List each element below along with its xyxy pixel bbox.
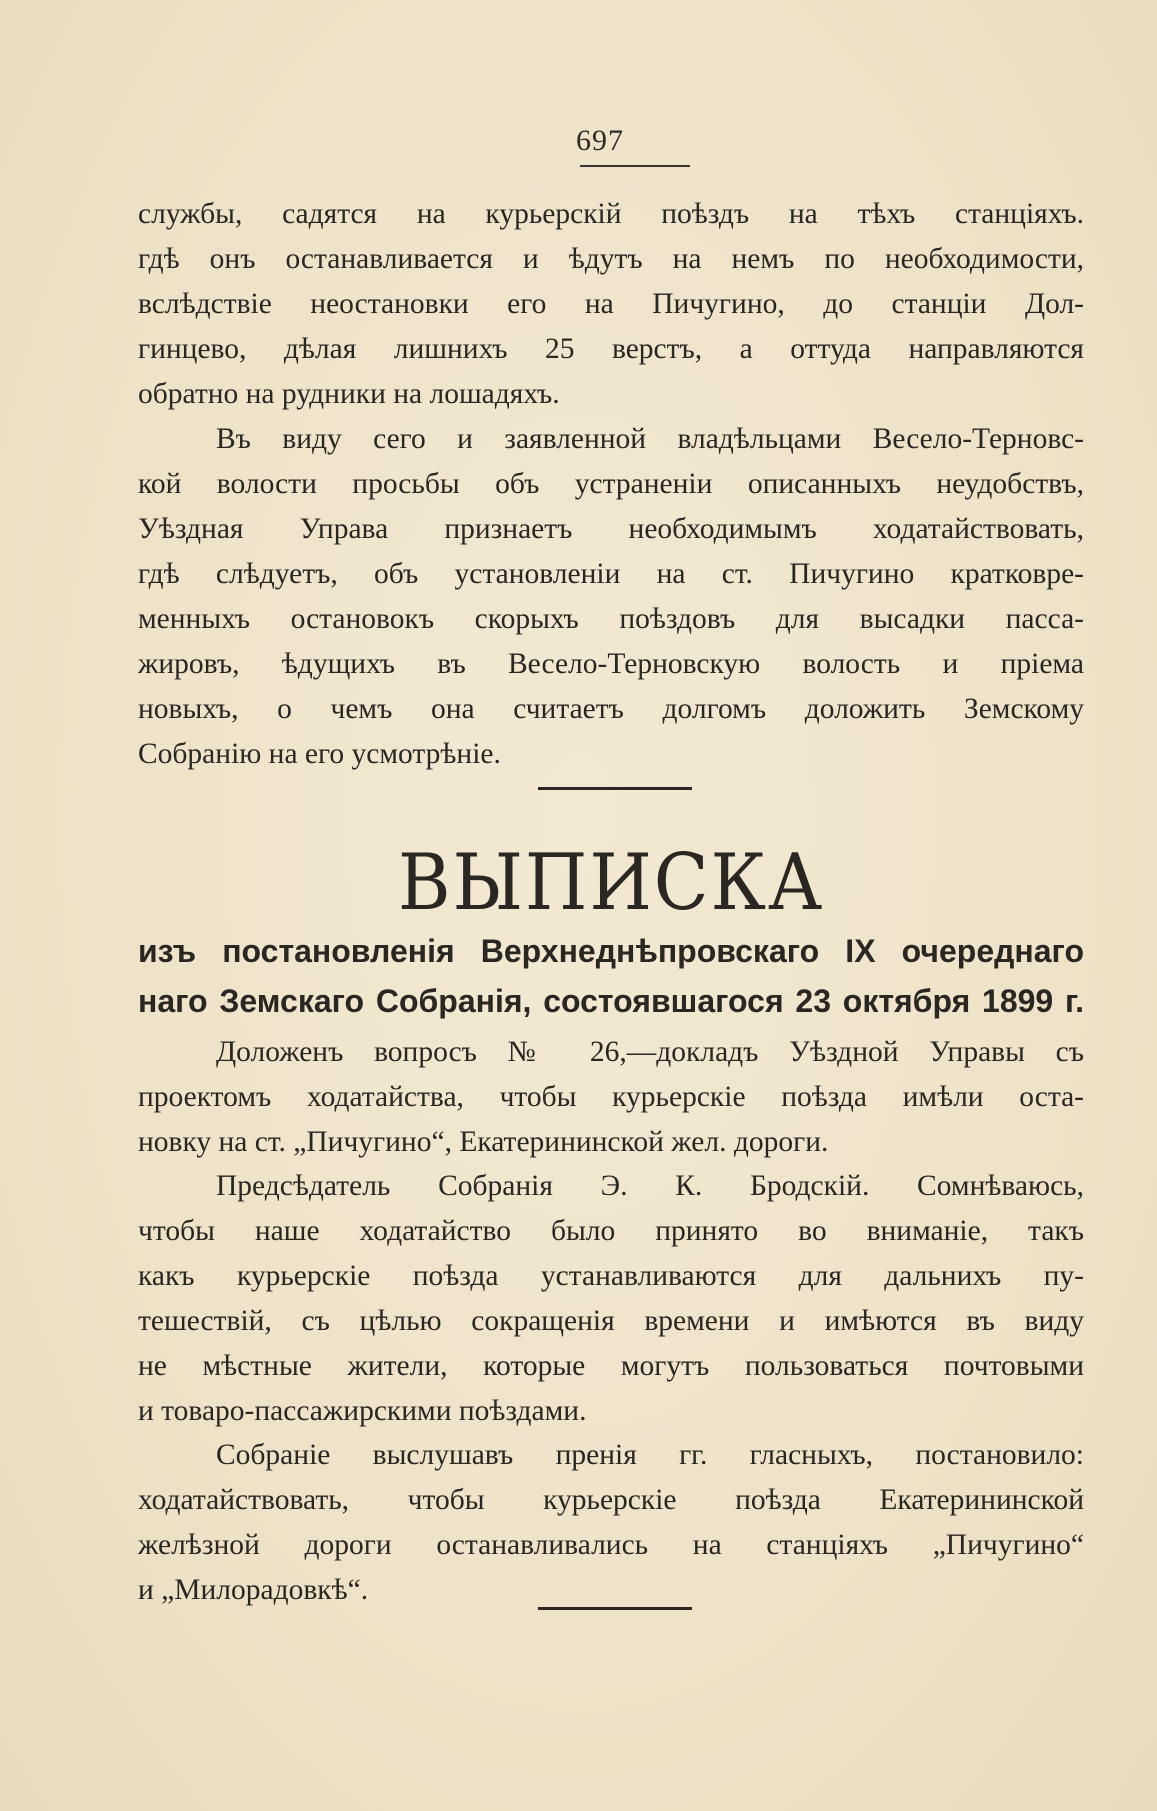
text-line: и товаро-пассажирскими поѣздами. xyxy=(138,1395,587,1427)
text-line: чтобы наше ходатайство было принято во вниманіе, такъ xyxy=(138,1215,1084,1247)
paragraph-continuation xyxy=(138,192,1084,417)
text-line: гдѣ онъ останавливается и ѣдутъ на немъ по необходимости, xyxy=(138,243,1084,275)
text-line: и „Милорадовкѣ“. xyxy=(138,1574,369,1606)
text-line: Въ виду сего и заявленной владѣльцами Весело-Терновс- xyxy=(216,423,1084,455)
paragraph-report xyxy=(138,1030,1084,1165)
section-divider xyxy=(538,787,692,790)
text-line: тешествій, съ цѣлью сокращенія времени и имѣются въ виду xyxy=(138,1305,1084,1337)
text-line: не мѣстные жители, которые могутъ пользоваться почтовыми xyxy=(138,1350,1084,1382)
text-line: какъ курьерскіе поѣзда устанавливаются для дальнихъ пу- xyxy=(138,1260,1084,1292)
page-number: 697 xyxy=(576,124,624,157)
text-line: проектомъ ходатайства, чтобы курьерскіе поѣзда имѣли оста- xyxy=(138,1081,1084,1113)
subheading-line: наго Земскаго Собранія, состоявшагося 23 октября 1899 г. xyxy=(138,983,1084,1019)
text-line: Собранію на его усмотрѣніе. xyxy=(138,738,501,770)
page-number-underline xyxy=(580,165,690,167)
text-line: новыхъ, о чемъ она считаетъ долгомъ доложить Земскому xyxy=(138,693,1084,725)
text-line: службы, садятся на курьерскій поѣздъ на тѣхъ станціяхъ. xyxy=(138,198,1084,230)
text-line: новку на ст. „Пичугино“, Екатерининской жел. дороги. xyxy=(138,1126,829,1158)
subheading-line: изъ постановленія Верхнеднѣпровскаго IX очереднаго xyxy=(138,933,1084,969)
text-line: желѣзной дороги останавливались на станціяхъ „Пичугино“ xyxy=(138,1529,1084,1561)
text-line: ходатайствовать, чтобы курьерскіе поѣзда Екатерининской xyxy=(138,1484,1084,1516)
text-line: кой волости просьбы объ устраненіи описанныхъ неудобствъ, xyxy=(138,468,1084,500)
text-line: гинцево, дѣлая лишнихъ 25 верстъ, а оттуда направляются xyxy=(138,333,1084,365)
end-divider xyxy=(538,1607,692,1610)
section-subheading xyxy=(138,926,1084,1026)
text-line: Доложенъ вопросъ № 26,—докладъ Уѣздной Управы съ xyxy=(216,1036,1084,1068)
paragraph-resolution xyxy=(138,1433,1084,1613)
text-line: Предсѣдатель Собранія Э. К. Бродскій. Сомнѣваюсь, xyxy=(216,1170,1084,1202)
text-line: гдѣ слѣдуетъ, объ установленіи на ст. Пичугино кратковре- xyxy=(138,558,1084,590)
text-line: менныхъ остановокъ скорыхъ поѣздовъ для высадки пасса- xyxy=(138,603,1084,635)
text-line: обратно на рудники на лошадяхъ. xyxy=(138,378,560,410)
paragraph-chairman xyxy=(138,1164,1084,1434)
text-line: жировъ, ѣдущихъ въ Весело-Терновскую волость и пріема xyxy=(138,648,1084,680)
paragraph-second xyxy=(138,417,1084,777)
text-line: вслѣдствіе неостановки его на Пичугино, до станціи Дол- xyxy=(138,288,1084,320)
section-heading: ВЫПИСКА xyxy=(397,838,825,928)
text-line: Собраніе выслушавъ пренія гг. гласныхъ, постановило: xyxy=(216,1439,1084,1471)
text-line: Уѣздная Управа признаетъ необходимымъ ходатайствовать, xyxy=(138,513,1084,545)
